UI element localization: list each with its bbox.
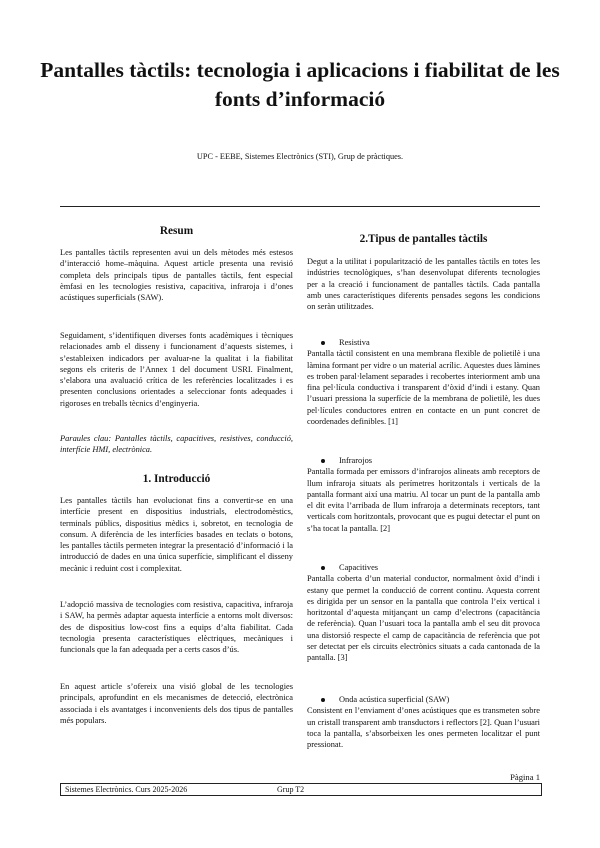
types-intro-wrap <box>307 256 540 312</box>
item-saw <box>307 694 540 750</box>
header-rule <box>60 206 540 207</box>
abstract-paragraph: Seguidament, s’identifiquen diverses fonts acadèmiques i tècniques relacionades amb el disseny i funcionament d’aquests sistemes, i s’estableixen indicadors per avaluar-ne la qualitat i la fiabilitat segons els criteris de l’Annex 1 del document USRI. Finalment, s’elabora una avaluació crítica de les referències localitzades i es presenten conclusions orientades a seleccionar fonts adequades i rigoroses en treballs tècnics d’enginyeria. <box>60 331 293 408</box>
intro-paragraph: Les pantalles tàctils han evolucionat fins a convertir-se en una interfície present en dispositius industrials, electrodomèstics, terminals públics, dispositius mèdics i, sobretot, en tecnologia de consum. A diferència de les interfícies basades en teclats o botons, les pantalles tàctils permeten integrar la presentació d’informació i la introducció de dades en una única superfície, simplificant el disseny mecànic i reduint cost i complexitat. <box>60 496 293 573</box>
item-text: Consistent en l’enviament d’ones acústiques que es transmeten sobre un cristall transparent amb transductors i reflectors [2]. Quan l’usuari toca la pantalla, s’absorbeixen les ones permeten localitzar el punt pressionat. <box>307 706 540 750</box>
intro-paragraph-3-wrap <box>60 681 293 726</box>
item-title: Infrarojos <box>339 456 373 465</box>
bullet-icon <box>321 698 325 702</box>
intro-paragraph: L’adopció massiva de tecnologies com resistiva, capacitiva, infraroja i SAW, ha permès adaptar aquesta interfície a entorns molt diversos: des de dispositius low-cost fins a equips d’alta fiabilitat. Cada tecnologia presenta característiques elèctriques, mecàniques i funcionals que la fan adequada per a certs casos d’ús. <box>60 600 293 655</box>
item-resistiva <box>307 337 540 427</box>
item-title: Onda acústica superficial (SAW) <box>339 695 450 704</box>
intro-paragraph-2-wrap <box>60 599 293 655</box>
intro-paragraph: En aquest article s’ofereix una visió global de les tecnologies principals, aprofundint en els mecanismes de detecció, electrònica associada i els avantatges i inconvenients dels dos tipus de pantalles més populars. <box>60 682 293 725</box>
item-capacitives <box>307 562 540 664</box>
page-number: Pàgina 1 <box>510 772 540 782</box>
paper-title: Pantalles tàctils: tecnologia i aplicacions i fiabilitat de les fonts d’informació <box>40 58 560 111</box>
affiliation: UPC - EEBE, Sistemes Electrònics (STI), Grup de pràctiques. <box>196 152 404 161</box>
types-intro: Degut a la utilitat i popularització de les pantalles tàctils en totes les indústries tecnològiques, s’han desenvolupat diferents tecnologies per a la creació i funcionament de pantalles tàctils. Cada pantalla amb unes característiques diferents pensades segons les condicions on seràn utilitzades. <box>307 257 540 312</box>
abstract-paragraph: Les pantalles tàctils representen avui un dels mètodes més estesos d’interacció home–màquina. Aquest article presenta una revisió completa dels principals tipus de pantalles tàctils, fent especial èmfasi en les tecnologies resistiva, capacitiva, infraroja i d’ones acústiques superficials (SAW). <box>60 248 293 303</box>
item-infrarojos <box>307 455 540 534</box>
item-title: Capacitives <box>339 563 379 572</box>
footer-course: Sistemes Electrònics. Curs 2025-2026 <box>65 785 188 794</box>
footer-group: Grup T2 <box>277 785 305 794</box>
types-heading-wrap <box>307 234 540 245</box>
item-text: Pantalla coberta d’un material conductor, normalment òxid d’indi i estany que permet la conducció de corrent continu. Aquesta corrent es dirigida per un sensor en la pantalla que controla l’eix vertical i horitzontal d’aquesta mitjançant un camp d’electrons (capacitància de referència). Quan l’usuari toca la pantalla amb el seu dit provoca una distorsió respecte el camp de capacitància de referència que pot ser detectat per els circuits electrònics situats a cada cantonada de la pantalla. [3] <box>307 574 540 663</box>
abstract-paragraph-1-wrap <box>60 247 293 303</box>
types-heading: 2.Tipus de pantalles tàctils <box>359 233 488 245</box>
item-title: Resistiva <box>339 338 370 347</box>
item-text: Pantalla tàctil consistent en una membrana flexible de polietilè i una làmina formant per vidre o un material acrílic. Aquestes dues làmines es troben paral·lelament separades i recobertes interiorment amb una fina pel·lícula conductiva i transparent d’òxid d’indi i estany. Quan l’usuari pressiona la superfície de la membrana de polietilè, les dues pel·lícules conductores entren en contacte en un punt concret de coordenades definibles. [1] <box>307 349 540 427</box>
bullet-icon <box>321 566 325 570</box>
keywords-wrap <box>60 433 293 456</box>
bullet-icon <box>321 341 325 345</box>
intro-heading-wrap <box>60 474 293 485</box>
abstract-heading-wrap <box>60 226 293 237</box>
keywords: Paraules clau: Pantalles tàctils, capacitives, resistives, conducció, interfície HMI, electrònica. <box>60 434 293 455</box>
abstract-heading: Resum <box>159 225 194 237</box>
abstract-paragraph-2-wrap <box>60 330 293 409</box>
footer <box>60 783 542 796</box>
intro-paragraph-1-wrap <box>60 495 293 574</box>
intro-heading: 1. Introducció <box>142 473 211 485</box>
bullet-icon <box>321 459 325 463</box>
item-text: Pantalla formada per emissors d’infrarojos alineats amb receptors de llum infraroja situats als perímetres horitzontals i verticals de la pantalla formant així una matriu. Al tocar un punt de la pantalla amb el dit evita l’arribada de llum infraroja a determinats receptors, tant verticals com horitzontals, provocant que es pugui detectar el punt on s’ha tocat la pantalla. [2] <box>307 467 540 533</box>
